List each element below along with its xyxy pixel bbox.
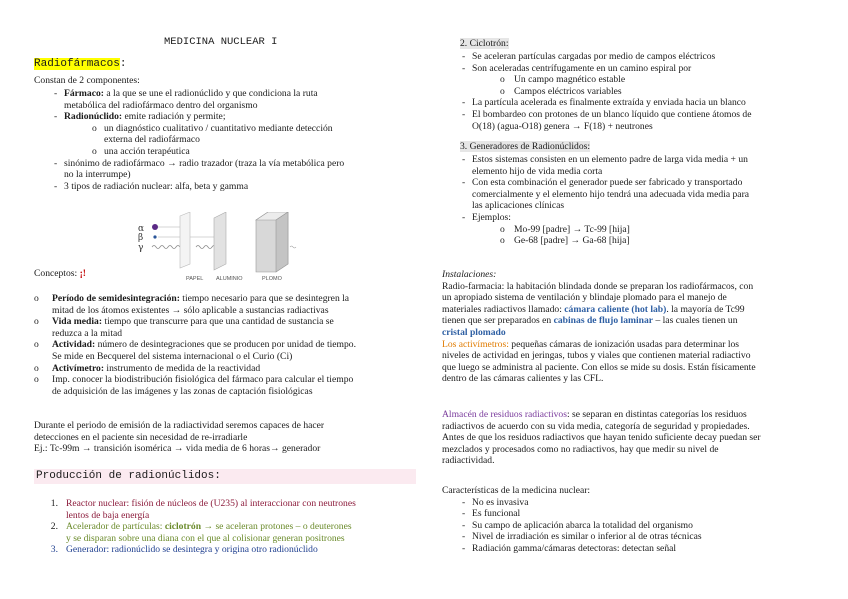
list-item: o un diagnóstico cualitativo / cuantitativo mediante detección: [92, 122, 333, 134]
lead-label: PLOMO: [262, 276, 282, 282]
generadores-heading: 3. Generadores de Radionúclidos:: [460, 141, 591, 152]
list-item: mitad de los átomos existentes → sólo aplicable a sustancias radiactivas: [52, 304, 329, 316]
alpha-particle-icon: [152, 224, 158, 230]
list-item: o Ge-68 [padre] → Ga-68 [hija]: [500, 235, 630, 247]
list-item: reduzca a la mitad: [52, 327, 123, 339]
list-item: - Nivel de irradiación es similar o inferior al de otras técnicas: [462, 531, 702, 543]
list-item: y se disparan sobre una diana con el que al colisionar generan positrones: [66, 532, 345, 544]
list-item: o una acción terapéutica: [92, 145, 190, 157]
list-item: Se mide en Becquerel del sistema internacional o el Curio (Ci): [52, 350, 293, 362]
radiation-penetration-figure: [134, 212, 304, 284]
list-item: - Su campo de aplicación abarca la totalidad del organismo: [462, 519, 693, 531]
list-item: - No es invasiva: [462, 496, 529, 508]
list-item: o Activímetro: instrumento de medida de la reactividad: [34, 362, 261, 374]
list-item: - Con esta combinación el generador puede ser fabricado y transportado: [462, 177, 743, 189]
caracteristicas-section: [442, 485, 822, 555]
list-item: 3. Generador: radionúclido se desintegra y origina otro radionúclido: [50, 544, 318, 556]
radiofarmacos-heading: Radiofármacos:: [34, 58, 127, 70]
list-item: - Se aceleran partículas cargadas por medio de campos eléctricos: [462, 51, 716, 62]
concepts-list: [34, 293, 424, 397]
generadores-list: [442, 154, 822, 247]
production-list: [34, 498, 424, 556]
list-item: o Actividad: número de desintegraciones que se producen por unidad de tiempo.: [34, 339, 356, 351]
list-item: - Estos sistemas consisten en un elemento padre de larga vida media + un: [462, 154, 748, 165]
list-item: o Vida media: tiempo que transcurre para que una cantidad de sustancia se: [34, 316, 334, 328]
produccion-heading: Producción de radionúclidos:: [34, 469, 416, 484]
aluminium-label: ALUMINIO: [216, 276, 243, 282]
page-title: MEDICINA NUCLEAR I: [164, 36, 278, 48]
beta-label: β: [138, 233, 144, 243]
list-item: - Son aceleradas centrífugamente en un camino espiral por: [462, 62, 692, 74]
list-item: no la interrumpe): [64, 169, 131, 181]
list-item: lentos de baja energía: [66, 509, 150, 521]
alpha-label: α: [138, 224, 145, 234]
list-item: 2. Acelerador de partículas: ciclotrón → se aceleran protones – o deuterones: [50, 521, 352, 533]
ciclotron-heading: 2. Ciclotrón:: [460, 38, 509, 49]
list-item: externa del radiofármaco: [104, 134, 200, 146]
almacen-section: Almacén de residuos radiactivos: se separan en distintas categorías los residuos radiactivos de acuerdo con su vida media, categoría de seguridad y propiedades. Antes de que los residuos radiactivos que hayan tenido suficiente decay puedan ser mezclados y procesados como no radiactivos, hay que medir su nivel de radiactividad.: [442, 409, 761, 467]
components-list: [34, 88, 424, 192]
list-item: - Es funcional: [462, 508, 521, 520]
list-item: o Mo-99 [padre] → Tc-99 [hija]: [500, 223, 630, 235]
list-item: - sinónimo de radiofármaco → radio trazador (traza la vía metabólica pero: [54, 157, 345, 169]
paper-sheet-icon: [180, 212, 190, 268]
list-item: - El bombardeo con protones de un blanco líquido que contiene átomos de: [462, 108, 752, 120]
list-item: - Fármaco: a la que se une el radionúclido y que condiciona la ruta: [54, 88, 318, 99]
gamma-label: γ: [138, 243, 144, 253]
list-item: - 3 tipos de radiación nuclear: alfa, beta y gamma: [54, 180, 249, 192]
list-item: O(18) (agua-O18) genera → F(18) + neutrones: [472, 120, 653, 132]
caracteristicas-heading: Características de la medicina nuclear:: [442, 485, 591, 496]
list-item: o Campos eléctricos variables: [500, 85, 622, 97]
instalaciones-section: Instalaciones: Radio-farmacia: la habitación blindada donde se preparan los radiofármacos, con un apropiado sistema de ventilación y blindaje plomado para el manejo de materiales radiactivos llamado: cámara caliente (hot lab). la mayoría de Tc99 tienen que ser preparados en cabinas de flujo laminar – las cuales tienen un cristal plomado Los activímetros: pequeñas cámaras de ionización usadas para determinar los niveles de actividad en jeringas, tubos y viales que contienen material radiactivo que luego se administra al paciente. Con ellos se mide su dosis. Están físicamente dentro de las cámaras calientes y las CFL.: [442, 269, 822, 385]
list-item: metabólica del radiofármaco dentro del organismo: [64, 99, 258, 111]
list-item: - Radionúclido: emite radiación y permite;: [54, 111, 226, 123]
durante-paragraph: Durante el periodo de emisión de la radiactividad seremos capaces de hacer detecciones en el paciente sin necesidad de re-irradiarle Ej.: Tc-99m → transición isomérica → vida media de 6 horas→ generador: [34, 420, 325, 455]
list-item: o Un campo magnético estable: [500, 74, 626, 86]
list-item: las aplicaciones clínicas: [472, 200, 565, 212]
list-item: comercialmente y el elemento hijo tendrá una adecuada vida media para: [472, 188, 750, 200]
instalaciones-heading: Instalaciones:: [442, 269, 497, 280]
list-item: elemento hijo de vida media corta: [472, 165, 603, 177]
list-item: - Ejemplos:: [462, 211, 511, 223]
aluminium-sheet-icon: [214, 212, 226, 270]
beta-particle-icon: [153, 235, 156, 238]
list-item: - Radiación gamma/cámaras detectoras: detectan señal: [462, 542, 677, 554]
radiation-diagram: [134, 212, 304, 284]
list-item: de adquisición de las imágenes y las zonas de captación fisiológicas: [52, 385, 313, 397]
conceptos-heading: Conceptos: ¡!: [34, 268, 86, 279]
ciclotron-list: [442, 51, 822, 132]
paper-label: PAPEL: [186, 276, 204, 282]
list-item: o Período de semidesintegración: tiempo necesario para que se desintegren la: [34, 293, 350, 304]
list-item: o Imp. conocer la biodistribución fisiológica del fármaco para calcular el tiempo: [34, 374, 354, 386]
list-item: - La partícula acelerada es finalmente extraída y enviada hacia un blanco: [462, 97, 746, 109]
constan-text: Constan de 2 componentes:: [34, 75, 140, 86]
list-item: 1. Reactor nuclear: fisión de núcleos de (U235) al interaccionar con neutrones: [50, 498, 356, 509]
